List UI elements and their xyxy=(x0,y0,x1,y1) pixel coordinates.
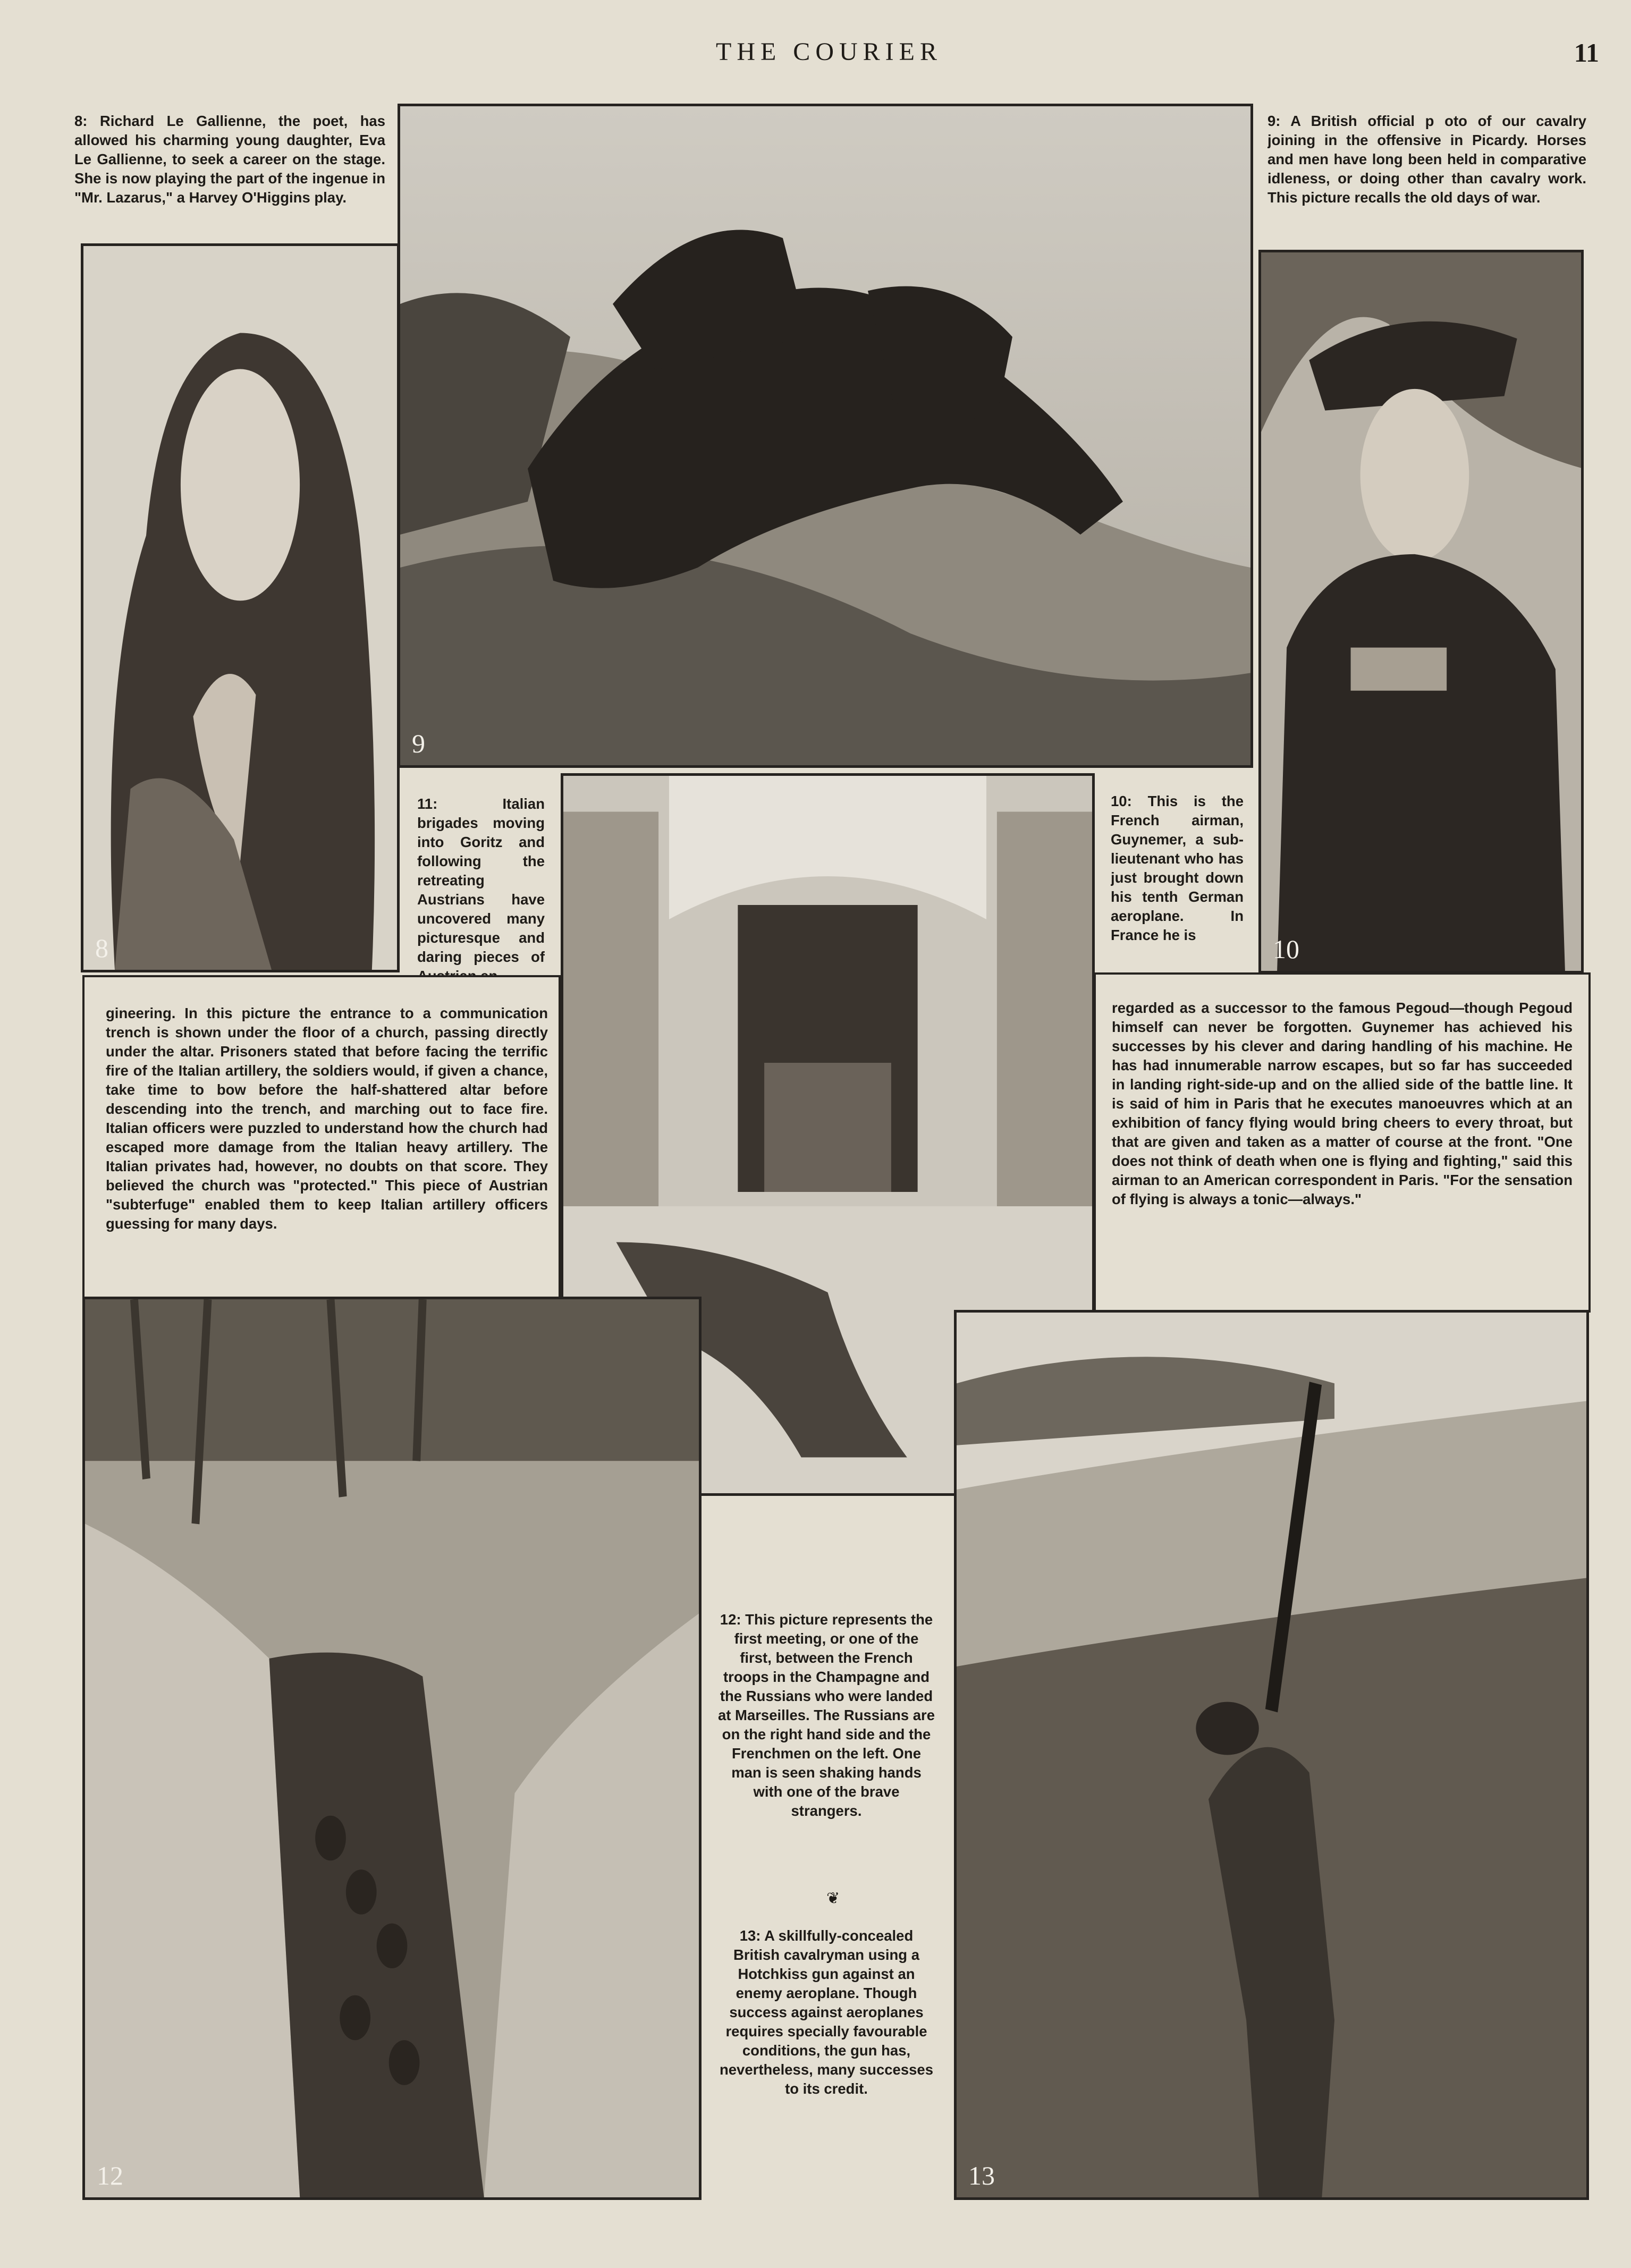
trench-meeting-image xyxy=(85,1299,699,2197)
masthead-title: THE COURIER xyxy=(716,38,942,66)
caption-8: 8: Richard Le Gallienne, the poet, has allowed his charming young daughter, Eva Le Gallienne, to seek a career on the stage. She is now playing the part of the ingenue in "Mr. Lazarus," a Harvey O'Higgins play. xyxy=(74,113,385,206)
caption-11-body: gineering. In this picture the entrance to a communication trench is shown under the floor of a church, passing directly under the altar. Prisoners stated that before facing the terrific fire of the Italian artillery, the soldiers would, if given a chance, take time to bow before the half-shattered altar before descending into the trench, and marching out to face fire. Italian officers were puzzled to understand how the church had escaped more damage from the Italian heavy artillery. The Italian privates had, however, no doubts on that score. They believed the church was "protected." This piece of Austrian "subterfuge" enabled them to keep Italian artillery officers guessing for many days. xyxy=(82,975,561,1310)
photo-number: 12 xyxy=(97,2161,123,2190)
photo-10-airman xyxy=(1258,250,1584,974)
photo-8-portrait xyxy=(81,243,400,972)
cavalry-image xyxy=(400,106,1250,765)
photo-number: 10 xyxy=(1273,934,1299,964)
caption-10-intro: 10: This is the French airman, Guynemer, a sub-lieutenant who has just brought down his tenth German aeroplane. In France he is xyxy=(1111,793,1244,943)
photo-9-cavalry xyxy=(398,104,1253,768)
photo-13-gunner xyxy=(954,1310,1589,2200)
photo-number: 9 xyxy=(412,729,425,758)
ornament-divider: ❦ xyxy=(826,1890,840,1907)
photo-12-trench xyxy=(82,1297,702,2200)
caption-12: 12: This picture represents the first meeting, or one of the first, between the French troops in the Champagne and the Russians who were landed at Marseilles. The Russians are on the right hand side and the Frenchmen on the left. One man is seen shaking hands with one of the brave strangers. xyxy=(717,1611,935,1819)
airman-image xyxy=(1261,252,1581,971)
gunner-image xyxy=(957,1313,1586,2197)
photo-number: 8 xyxy=(95,933,108,963)
caption-10-body: regarded as a successor to the famous Pegoud—though Pegoud himself can never be forgotten. Guynemer has achieved his successes by his clever and daring handling of his machine. He has had innumerable narrow escapes, but so far has succeeded in landing right-side-up and on the allied side of the battle line. It is said of him in Paris that he executes manoeuvres which at an exhibition of fancy flying would bring cheers to every throat, but that are given and taken as a matter of course at the front. "One does not think of death when one is flying and fighting," said this airman to an American correspondent in Paris. "For the sensation of flying is always a tonic—always." xyxy=(1094,972,1591,1313)
caption-9: 9: A British official p oto of our cavalry joining in the offensive in Picardy. Horses and men have long been held in comparative idleness, or doing other than cavalry work. This picture recalls the old days of war. xyxy=(1267,113,1586,206)
caption-11-intro: 11: Italian brigades moving into Goritz and following the retreating Austrians have uncovered many picturesque and daring pieces of xyxy=(417,796,545,965)
caption-13: 13: A skillfully-concealed British cavalryman using a Hotchkiss gun against an enemy aeroplane. Though success against aeroplanes requires specially favourable conditions, the gun has, nevertheless, many successes to its credit. xyxy=(719,1927,934,2097)
portrait-image xyxy=(83,246,397,970)
page-number: 11 xyxy=(1574,38,1599,67)
photo-number: 13 xyxy=(968,2161,995,2190)
